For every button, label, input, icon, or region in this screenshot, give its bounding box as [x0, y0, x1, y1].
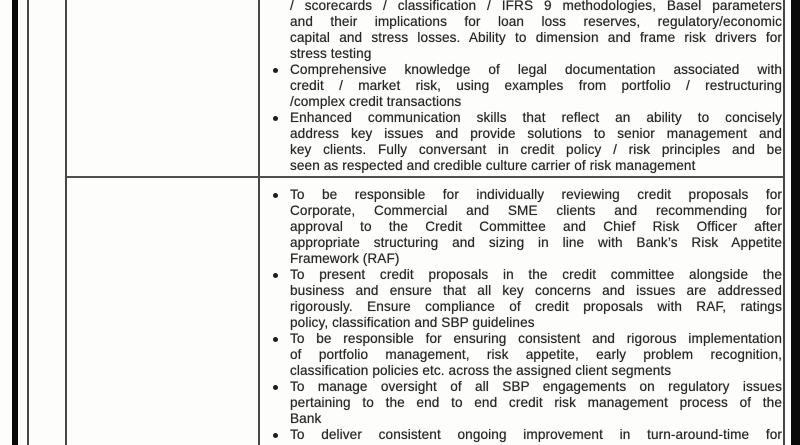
bullet-icon — [273, 116, 278, 121]
table-border-column-4 — [783, 0, 785, 445]
text-line: To be responsible for individually reviewing credit proposals for — [290, 187, 782, 202]
text-line: classification policies etc. across the assigned client segments — [290, 363, 672, 378]
text-line: Framework (RAF) — [290, 251, 400, 266]
bullet-icon — [273, 273, 278, 278]
table-row-separator — [67, 176, 783, 178]
text-line: Bank — [290, 411, 322, 426]
text-line: Comprehensive knowledge of legal documentation associated with — [290, 62, 782, 77]
text-line: To manage oversight of all SBP engagements on regulatory issues — [290, 379, 782, 394]
text-line: appropriate structuring and sizing in line with Bank’s Risk Appetite — [290, 235, 782, 250]
table-cell-row-2-content — [290, 187, 782, 443]
bullet-item — [290, 110, 782, 174]
text-line: / scorecards / classification / IFRS 9 methodologies, Basel parameters — [290, 0, 782, 13]
bullet-item — [290, 379, 782, 427]
empty-table-column-label — [67, 0, 258, 445]
bullet-item — [290, 187, 782, 267]
text-line: capital and stress losses. Ability to dimension and frame risk drivers for — [290, 30, 782, 45]
text-line: /complex credit transactions — [290, 94, 462, 109]
text-line: rigorously. Ensure compliance of credit proposals with RAF, ratings — [290, 299, 782, 314]
paragraph-continuation — [290, 0, 782, 62]
table-border-column-3 — [258, 0, 260, 445]
text-line: pertaining to the end to end credit risk management process of the — [290, 395, 782, 410]
bullet-item — [290, 267, 782, 331]
text-line: business and ensure that all key concerns and issues are addressed — [290, 283, 782, 298]
bullet-icon — [273, 385, 278, 390]
bullet-item — [290, 331, 782, 379]
text-line: credit / market risk, using examples from portfolio / restructuring — [290, 78, 782, 93]
text-line: policy, classification and SBP guidelines — [290, 315, 535, 330]
text-line: stress testing — [290, 46, 372, 61]
table-cell-row-1-content — [290, 0, 782, 174]
text-line: approval to the Credit Committee and Chief Risk Officer after — [290, 219, 782, 234]
text-line: To be responsible for ensuring consistent and rigorous implementation — [290, 331, 782, 346]
text-line: address key issues and provide solutions to senior management and — [290, 126, 782, 141]
text-line: To deliver consistent ongoing improvement in turn-around-time for — [290, 427, 782, 442]
text-line: and their implications for loan loss reserves, regulatory/economic — [290, 14, 782, 29]
text-line: key clients. Fully conversant in credit policy / risk principles and be — [290, 142, 782, 157]
bullet-icon — [273, 193, 278, 198]
text-line: Corporate, Commercial and SME clients and recommending for — [290, 203, 782, 218]
bullet-item — [290, 427, 782, 443]
bullet-icon — [273, 68, 278, 73]
bullet-icon — [273, 337, 278, 342]
text-line: of portfolio management, risk appetite, early problem recognition, — [290, 347, 782, 362]
bullet-icon — [273, 433, 278, 438]
empty-table-column-narrow — [29, 0, 65, 445]
text-line: Enhanced communication skills that reflect an ability to concisely — [290, 110, 782, 125]
text-line: To present credit proposals in the credit committee alongside the — [290, 267, 782, 282]
bullet-item — [290, 62, 782, 110]
text-line: seen as respected and credible culture carrier of risk management — [290, 158, 696, 173]
page-left-border — [12, 0, 18, 445]
page-right-border — [791, 0, 800, 445]
